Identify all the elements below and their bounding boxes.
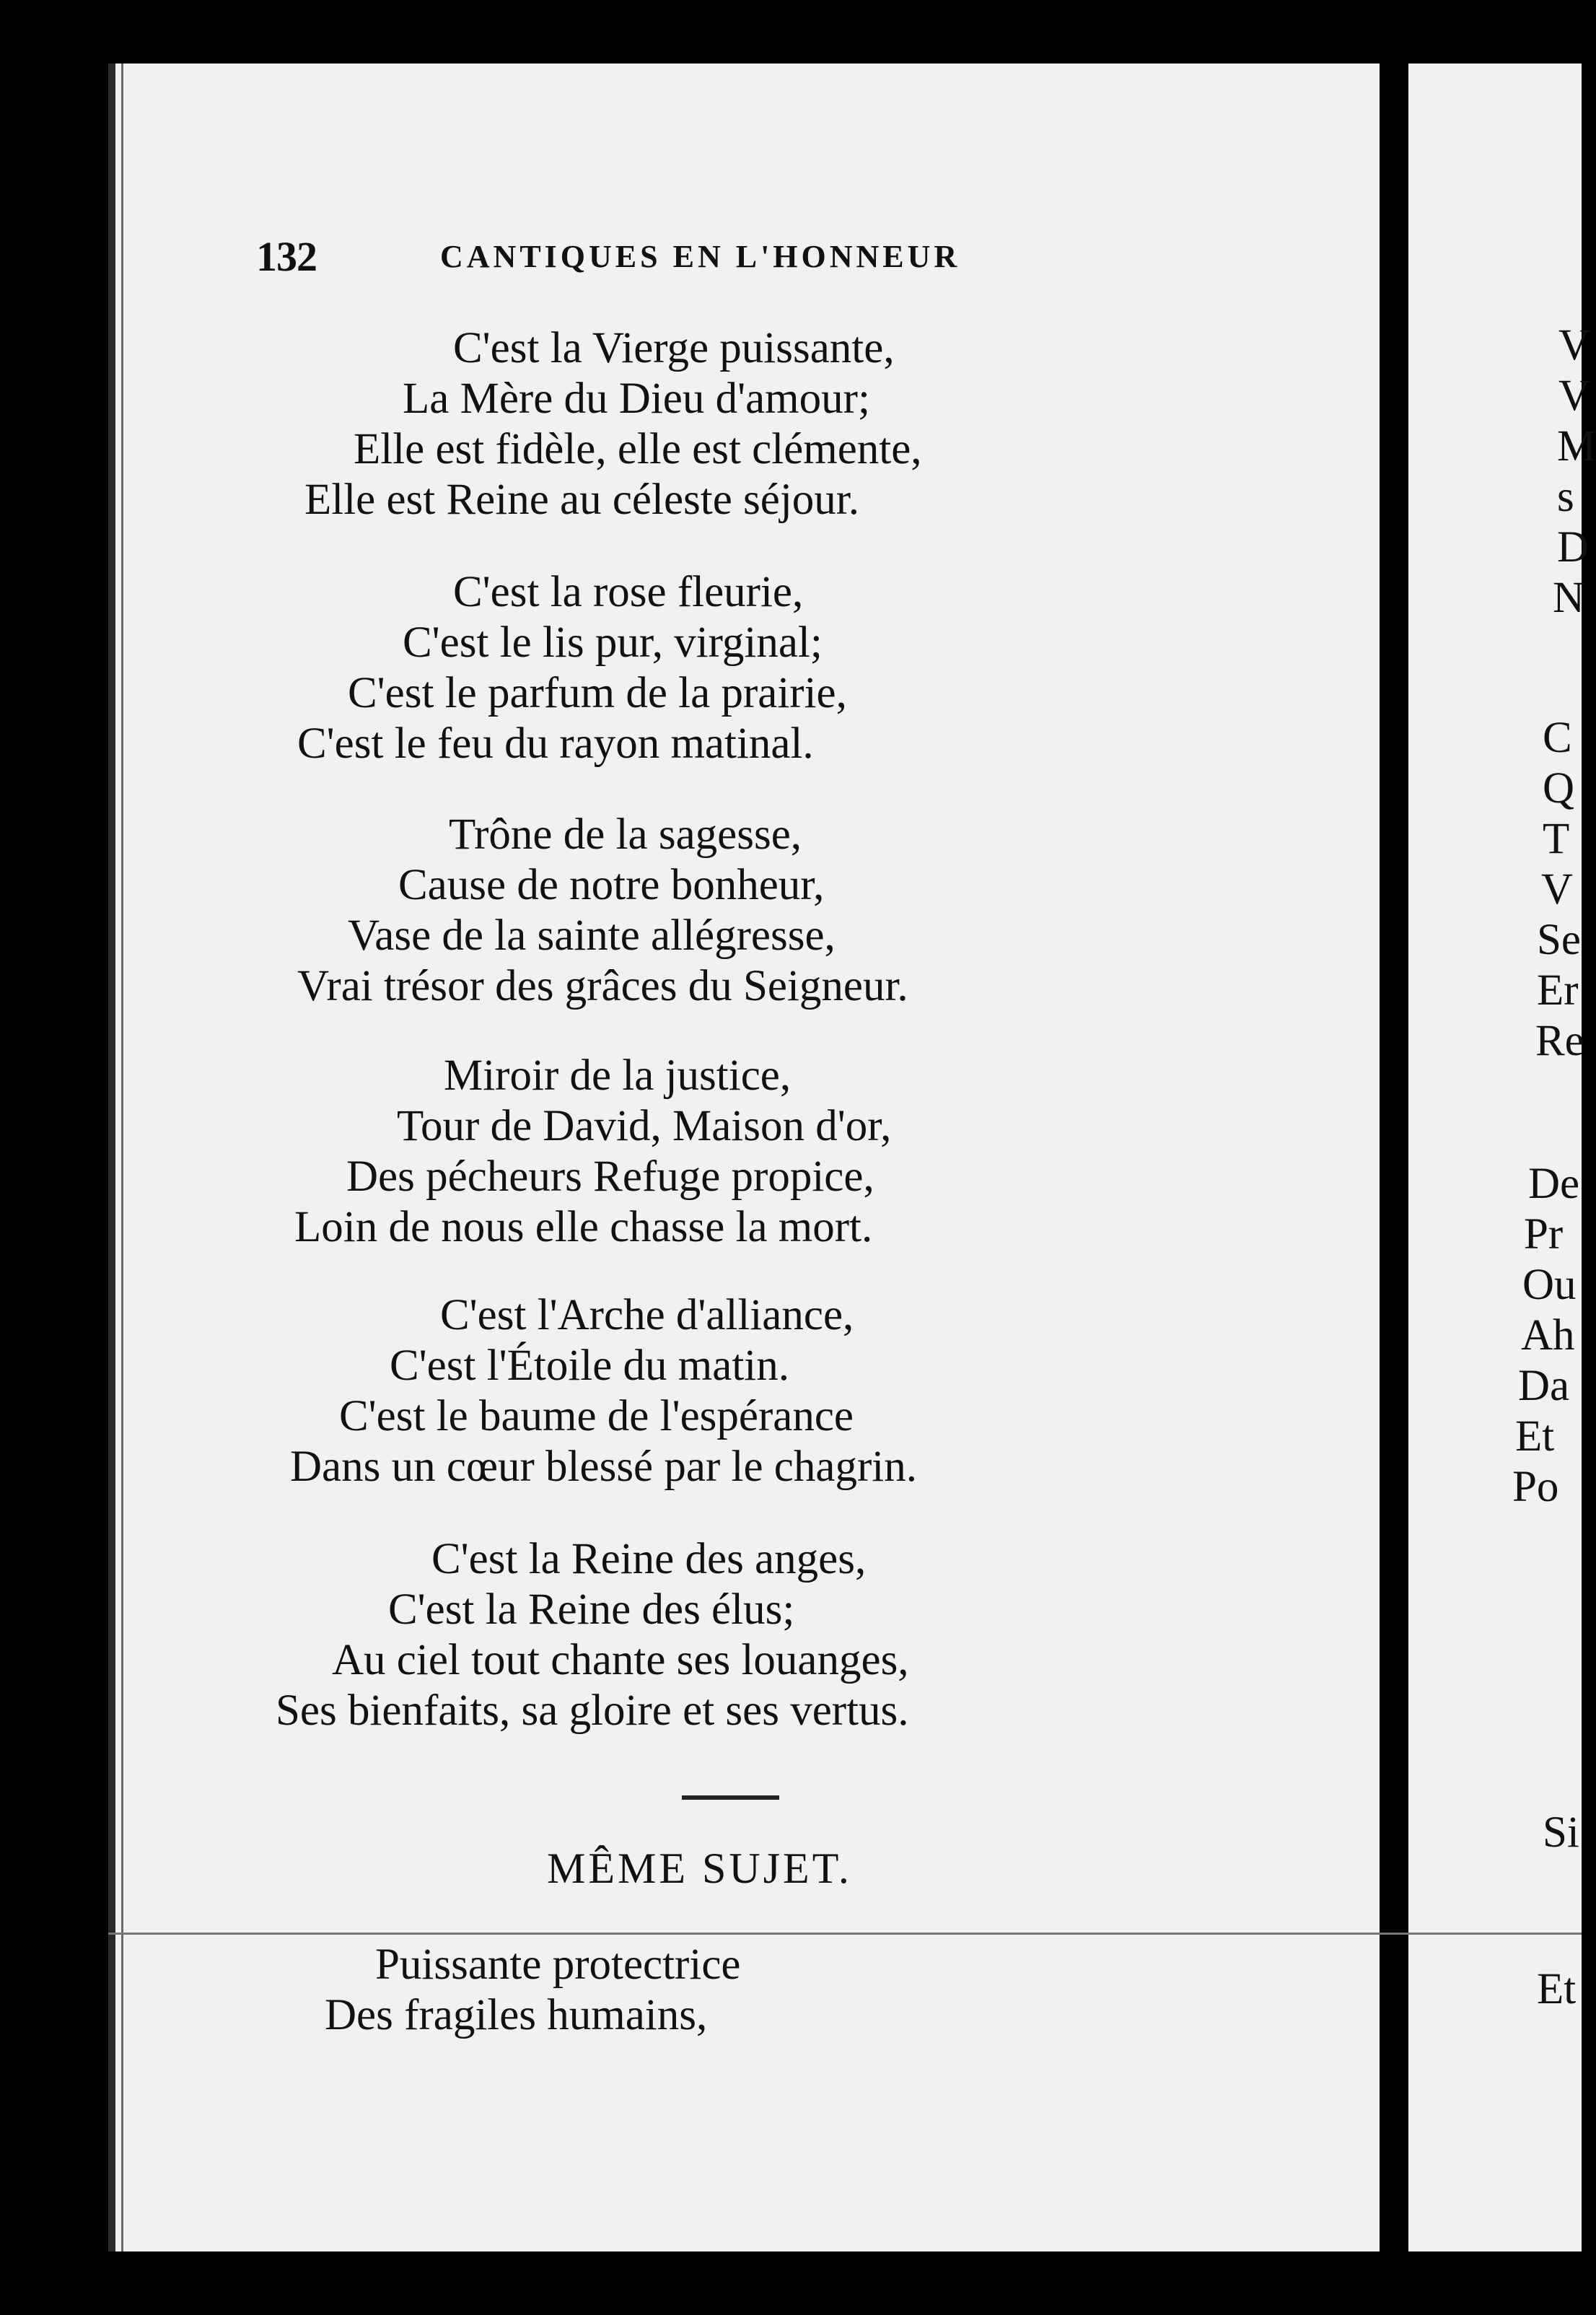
poem-line: Trône de la sagesse,	[449, 810, 802, 859]
scan-border-left	[0, 0, 101, 2315]
poem-line: Vase de la sainte allégresse,	[348, 911, 836, 960]
poem-line: Vrai trésor des grâces du Seigneur.	[297, 962, 908, 1010]
facing-page-fragment: V	[1558, 372, 1591, 420]
poem-line: C'est le lis pur, virginal;	[403, 618, 823, 667]
section-divider	[682, 1795, 779, 1800]
poem-line: Au ciel tout chante ses louanges,	[332, 1636, 909, 1684]
poem-line: C'est la Vierge puissante,	[453, 324, 895, 372]
poem-line: Tour de David, Maison d'or,	[397, 1102, 892, 1150]
facing-page-fragment: Re	[1535, 1017, 1584, 1065]
poem-line: C'est la Reine des anges,	[431, 1535, 867, 1583]
scan-border-top	[0, 0, 1582, 65]
poem-line: C'est la Reine des élus;	[388, 1585, 795, 1634]
facing-page-fragment: C	[1543, 714, 1572, 762]
poem-line: C'est le baume de l'espérance	[339, 1392, 854, 1440]
facing-page-fragment: T	[1543, 815, 1570, 863]
facing-page-fragment: Et	[1515, 1412, 1555, 1461]
fold-line	[108, 1933, 1582, 1935]
scan-border-bottom	[0, 2251, 1582, 2315]
page-edge	[108, 64, 115, 2254]
facing-page-fragment: D	[1557, 523, 1590, 572]
facing-page-fragment: M	[1557, 422, 1596, 471]
facing-page-fragment: Po	[1512, 1463, 1559, 1511]
facing-page-fragment: Si	[1543, 1808, 1579, 1857]
poem-line: La Mère du Dieu d'amour;	[403, 375, 870, 423]
facing-page-fragment: s	[1557, 473, 1574, 521]
poem-line: Cause de notre bonheur,	[398, 861, 825, 909]
facing-page-fragment: Se	[1537, 916, 1581, 964]
poem-line: Miroir de la justice,	[444, 1051, 792, 1100]
facing-page-fragment: Ou	[1522, 1261, 1577, 1309]
poem-line: Elle est Reine au céleste séjour.	[304, 476, 859, 524]
facing-page-fragment: V	[1558, 321, 1591, 369]
poem-line: Dans un cœur blessé par le chagrin.	[290, 1443, 917, 1491]
poem-line: Des pécheurs Refuge propice,	[346, 1152, 874, 1201]
poem-line: Puissante protectrice	[375, 1940, 741, 1989]
running-title: CANTIQUES EN L'HONNEUR	[440, 239, 961, 274]
poem-line: C'est le feu du rayon matinal.	[297, 719, 814, 768]
poem-line: C'est la rose fleurie,	[453, 568, 804, 616]
facing-page-fragment: Pr	[1524, 1210, 1564, 1259]
section-title: MÊME SUJET.	[547, 1844, 852, 1892]
poem-line: C'est l'Étoile du matin.	[390, 1342, 789, 1390]
poem-line: C'est le parfum de la prairie,	[348, 669, 847, 717]
poem-line: Ses bienfaits, sa gloire et ses vertus.	[276, 1686, 909, 1735]
poem-line: Elle est fidèle, elle est clémente,	[354, 425, 922, 473]
page-number: 132	[256, 233, 317, 280]
facing-page-fragment: Q	[1543, 764, 1575, 813]
poem-line: Loin de nous elle chasse la mort.	[294, 1203, 873, 1251]
facing-page-fragment: Da	[1518, 1362, 1570, 1410]
page-header	[256, 232, 1050, 283]
facing-page-fragment: V	[1541, 865, 1574, 914]
facing-page-fragment: Er	[1537, 966, 1579, 1015]
facing-page-fragment: Ah	[1521, 1311, 1575, 1360]
poem-line: Des fragiles humains,	[325, 1991, 708, 2039]
page-edge-inner	[121, 64, 123, 2254]
facing-page-fragment: Et	[1537, 1965, 1577, 2013]
book-spine	[1380, 64, 1408, 2254]
facing-page-fragment: De	[1528, 1160, 1580, 1208]
poem-line: C'est l'Arche d'alliance,	[440, 1291, 854, 1339]
facing-page-fragment: N	[1553, 574, 1585, 622]
